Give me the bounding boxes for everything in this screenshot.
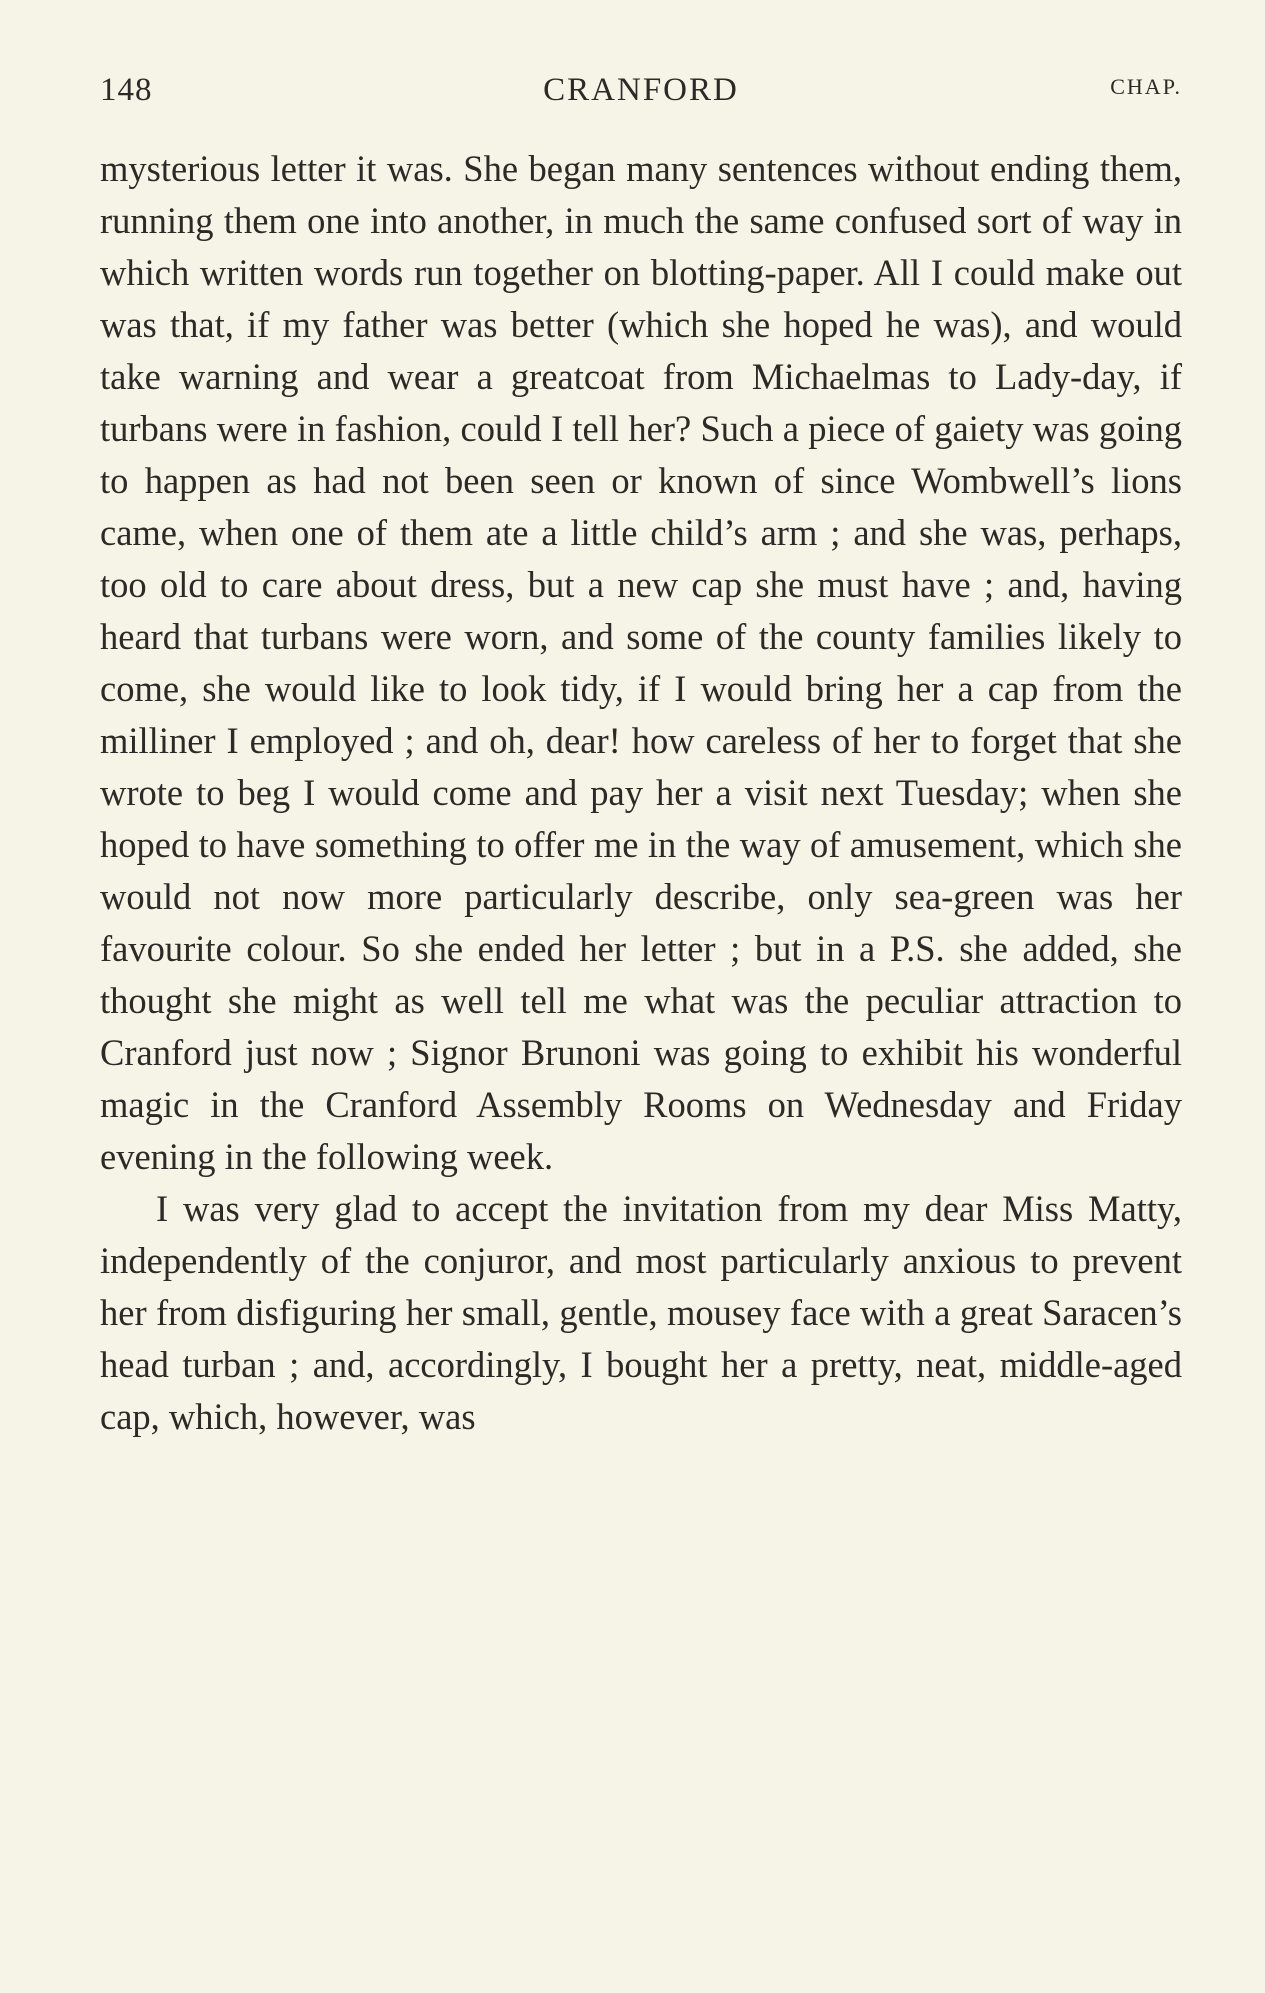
body-text — [100, 143, 1182, 1443]
chapter-mark: CHAP. — [1110, 74, 1182, 99]
paragraph-new: I was very glad to accept the invitation from my dear Miss Matty, independently of the conjuror, and most particularly anxious to prevent her from disfiguring her small, gentle, mousey face with a great Saracen’s head turban ; and, accordingly, I bought her a pretty, neat, middle-aged cap, which, however, was — [100, 1188, 1182, 1437]
page-number: 148 — [100, 72, 153, 108]
book-title: CRANFORD — [543, 72, 739, 108]
paragraph-continued: mysterious letter it was. She began many sentences without ending them, running them one into another, in much the same confused sort of way in which written words run together on blotting-paper. All I could make out was that, if my father was better (which she hoped he was), and would take warning and wear a greatcoat from Michaelmas to Lady-day, if turbans were in fashion, could I tell her? Such a piece of gaiety was going to happen as had not been seen or known of since Wombwell’s lions came, when one of them ate a little child’s arm ; and she was, perhaps, too old to care about dress, but a new cap she must have ; and, having heard that turbans were worn, and some of the county families likely to come, she would like to look tidy, if I would bring her a cap from the milliner I employed ; and oh, dear! how careless of her to forget that she wrote to beg I would come and pay her a visit next Tuesday; when she hoped to have something to offer me in the way of amusement, which she would not now more particularly describe, only sea-green was her favourite colour. So she ended her letter ; but in a P.S. she added, she thought she might as well tell me what was the peculiar attraction to Cranford just now ; Signor Brunoni was going to exhibit his wonderful magic in the Cranford Assembly Rooms on Wednesday and Friday evening in the following week. — [100, 148, 1182, 1177]
running-head — [100, 72, 1182, 122]
